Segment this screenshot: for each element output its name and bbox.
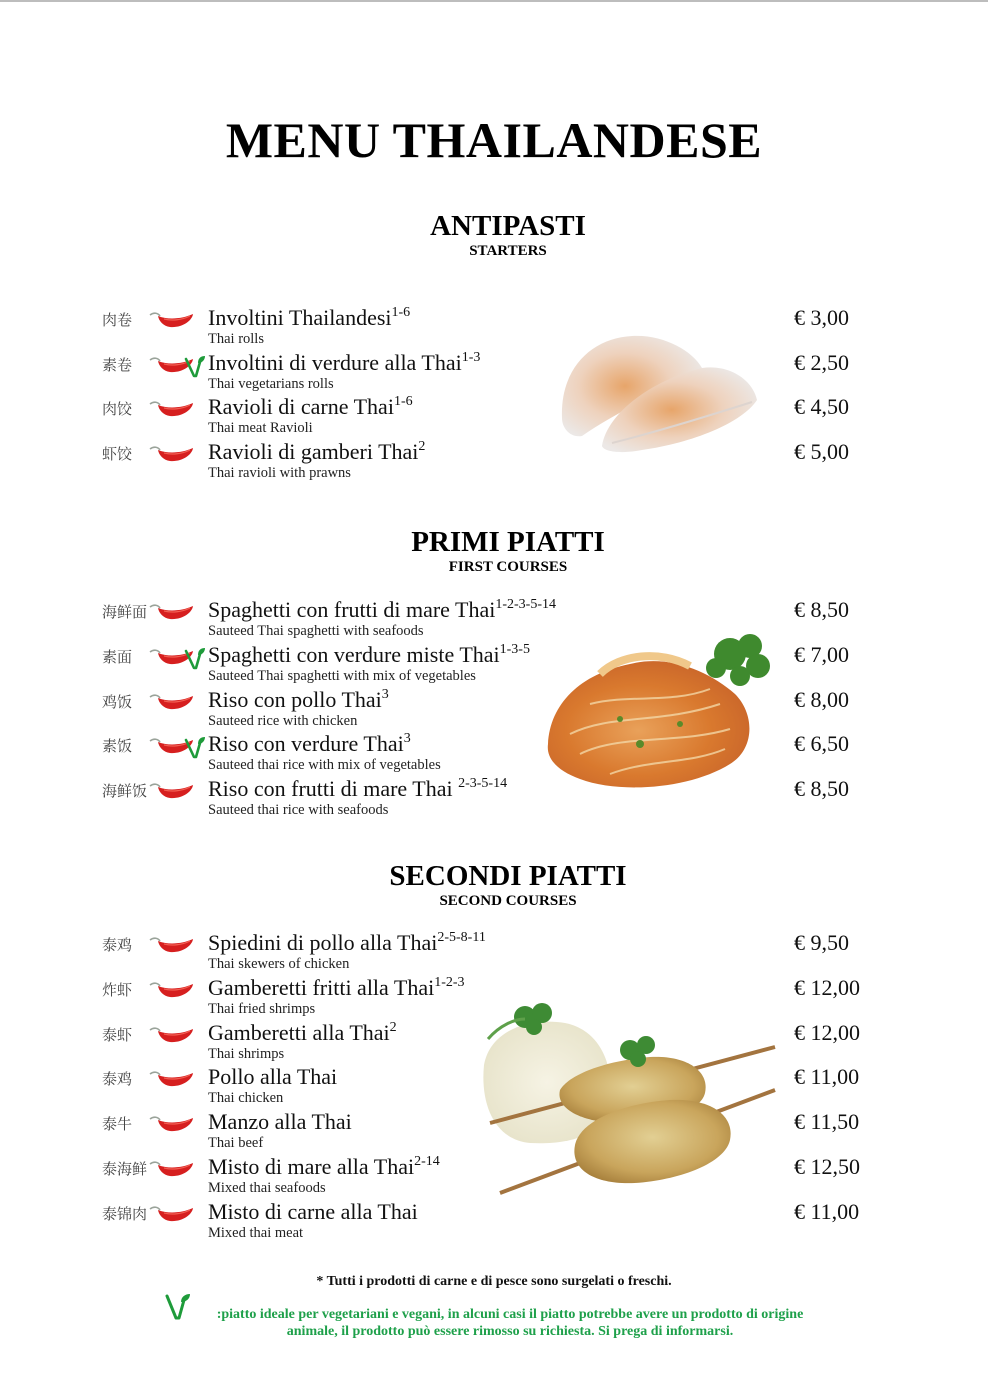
- chinese-name: 海鲜面: [102, 603, 148, 621]
- chinese-name: 泰虾: [102, 1026, 133, 1044]
- chili-pepper-icon: [148, 691, 196, 713]
- dish-description: Sauteed Thai spaghetti with mix of vegetables: [208, 668, 476, 684]
- dish-description: Sauteed thai rice with seafoods: [208, 802, 389, 818]
- dish-name-text: Pollo alla Thai: [208, 1064, 338, 1089]
- chili-pepper-icon: [148, 1068, 196, 1090]
- chinese-name: 肉饺: [102, 400, 133, 418]
- section-header-antipasti: [0, 210, 988, 260]
- allergen-codes: 1-3: [461, 350, 481, 365]
- frozen-fresh-note: * Tutti i prodotti di carne e di pesce sono surgelati o freschi.: [316, 1274, 672, 1289]
- dish-name: [208, 1064, 337, 1090]
- allergen-codes: 3: [403, 731, 411, 746]
- allergen-codes: 2-3-5-14: [458, 776, 508, 791]
- chinese-name: 虾饺: [102, 445, 133, 463]
- dish-name: [208, 731, 411, 757]
- dish-name: [208, 1154, 440, 1180]
- chili-pepper-icon: [148, 1113, 196, 1135]
- chili-pepper-icon: [148, 1203, 196, 1225]
- menu-title: MENU THAILANDESE: [225, 112, 763, 168]
- dish-price: € 8,50: [794, 597, 849, 622]
- dish-price: € 4,50: [794, 394, 849, 419]
- top-border: [0, 0, 988, 2]
- section-heading: ANTIPASTI: [430, 210, 586, 242]
- dish-name: [208, 1109, 352, 1135]
- vegetarian-leaf-icon: [184, 646, 206, 670]
- allergen-codes: 2: [389, 1020, 397, 1035]
- dish-name: [208, 1020, 397, 1046]
- dish-description: Sauteed thai rice with mix of vegetables: [208, 757, 441, 773]
- allergen-codes: 1-3-5: [499, 642, 530, 657]
- dish-name: [208, 305, 410, 331]
- dish-description: Thai fried shrimps: [208, 1001, 316, 1017]
- allergen-codes: 1-2-3-5-14: [495, 597, 557, 612]
- dish-name-text: Riso con frutti di mare Thai: [208, 776, 459, 801]
- dish-price: € 11,00: [794, 1064, 860, 1089]
- dish-description: Thai skewers of chicken: [208, 956, 350, 972]
- dish-name-text: Gamberetti fritti alla Thai: [208, 975, 435, 1000]
- dish-name-text: Riso con verdure Thai: [208, 731, 404, 756]
- dish-name-text: Gamberetti alla Thai: [208, 1020, 390, 1045]
- chili-pepper-icon: [148, 398, 196, 420]
- allergen-codes: 1-6: [391, 305, 411, 320]
- allergen-codes: 2-5-8-11: [437, 930, 486, 945]
- section-heading: SECONDI PIATTI: [389, 860, 627, 892]
- chili-pepper-icon: [148, 934, 196, 956]
- dish-description: Thai shrimps: [208, 1046, 285, 1062]
- dish-description: Thai vegetarians rolls: [208, 376, 334, 392]
- dish-description: Thai beef: [208, 1135, 264, 1151]
- chicken-skewers-rice-photo: [470, 995, 780, 1200]
- dish-description: Thai ravioli with prawns: [208, 465, 351, 481]
- menu-item: [100, 350, 880, 394]
- dish-description: Sauteed Thai spaghetti with seafoods: [208, 623, 424, 639]
- vegetarian-leaf-icon: [184, 354, 206, 378]
- chili-pepper-icon: [148, 979, 196, 1001]
- chili-pepper-icon: [148, 780, 196, 802]
- dish-price: € 8,50: [794, 776, 849, 801]
- allergen-codes: 2-14: [414, 1154, 440, 1169]
- chili-pepper-icon: [148, 601, 196, 623]
- dish-name-text: Spiedini di pollo alla Thai: [208, 930, 438, 955]
- chinese-name: 炸虾: [102, 981, 133, 999]
- dish-price: € 12,00: [794, 975, 860, 1000]
- dish-name-text: Ravioli di carne Thai: [208, 394, 394, 419]
- chinese-name: 鸡饭: [102, 693, 133, 711]
- dish-name: [208, 597, 556, 623]
- dish-name: [208, 394, 413, 420]
- dish-name: [208, 642, 530, 668]
- dish-price: € 7,00: [794, 642, 849, 667]
- dish-name-text: Spaghetti con verdure miste Thai: [208, 642, 500, 667]
- chinese-name: 素饭: [102, 737, 133, 755]
- allergen-codes: 2: [418, 439, 426, 454]
- menu-item: [100, 394, 880, 438]
- dish-price: € 11,50: [794, 1109, 860, 1134]
- chili-pepper-icon: [148, 443, 196, 465]
- dish-description: Thai meat Ravioli: [208, 420, 313, 436]
- chinese-name: 泰鸡: [102, 1070, 133, 1088]
- dish-price: € 2,50: [794, 350, 849, 375]
- dish-name-text: Involtini di verdure alla Thai: [208, 350, 462, 375]
- dish-price: € 9,50: [794, 930, 849, 955]
- chinese-name: 泰牛: [102, 1115, 133, 1133]
- dish-price: € 5,00: [794, 439, 849, 464]
- section-heading: PRIMI PIATTI: [411, 526, 605, 558]
- chili-pepper-icon: [148, 1158, 196, 1180]
- dish-name-text: Misto di mare alla Thai: [208, 1154, 415, 1179]
- dish-price: € 8,00: [794, 687, 849, 712]
- menu-item: [100, 930, 880, 974]
- pad-thai-noodles-photo: [540, 624, 780, 796]
- dish-name: [208, 930, 486, 956]
- dish-name: [208, 439, 425, 465]
- dish-name: [208, 350, 480, 376]
- chinese-name: 素面: [102, 648, 133, 666]
- chili-pepper-icon: [148, 1024, 196, 1046]
- chinese-name: 泰鸡: [102, 936, 133, 954]
- dish-name-text: Misto di carne alla Thai: [208, 1199, 418, 1224]
- section-subheading: FIRST COURSES: [448, 559, 568, 575]
- dish-name-text: Spaghetti con frutti di mare Thai: [208, 597, 496, 622]
- menu-item: [100, 439, 880, 483]
- vegetarian-legend-note: [190, 1306, 830, 1340]
- chinese-name: 素卷: [102, 356, 133, 374]
- vegetarian-leaf-icon: [164, 1292, 190, 1320]
- allergen-codes: 3: [381, 687, 389, 702]
- chinese-name: 海鲜饭: [102, 782, 148, 800]
- section-subheading: STARTERS: [469, 243, 547, 259]
- dish-name: [208, 776, 507, 802]
- dish-name-text: Riso con pollo Thai: [208, 687, 382, 712]
- section-subheading: SECOND COURSES: [439, 893, 577, 909]
- chinese-name: 泰锦肉: [102, 1205, 148, 1223]
- dish-price: € 3,00: [794, 305, 849, 330]
- menu-item: [100, 1199, 880, 1243]
- dish-description: Mixed thai seafoods: [208, 1180, 326, 1196]
- chinese-name: 泰海鲜: [102, 1160, 148, 1178]
- dumplings-photo: [552, 328, 762, 456]
- section-header-primi-piatti: [0, 526, 988, 576]
- dish-price: € 6,50: [794, 731, 849, 756]
- dish-price: € 11,00: [794, 1199, 860, 1224]
- chili-pepper-icon: [148, 309, 196, 331]
- allergen-codes: 1-2-3: [434, 975, 465, 990]
- dish-name: [208, 687, 389, 713]
- dish-description: Sauteed rice with chicken: [208, 713, 358, 729]
- dish-description: Thai chicken: [208, 1090, 284, 1106]
- dish-name-text: Manzo alla Thai: [208, 1109, 352, 1134]
- allergen-codes: 1-6: [393, 394, 413, 409]
- chinese-name: 肉卷: [102, 311, 133, 329]
- vegetarian-legend-line-1: :piatto ideale per vegetariani e vegani, in alcuni casi il piatto potrebbe avere un prodotto di origine: [216, 1307, 804, 1322]
- vegetarian-leaf-icon: [184, 735, 206, 759]
- dish-name: [208, 975, 465, 1001]
- dish-description: Thai rolls: [208, 331, 264, 347]
- section-header-secondi-piatti: [0, 860, 988, 910]
- dish-price: € 12,00: [794, 1020, 860, 1045]
- dish-name-text: Ravioli di gamberi Thai: [208, 439, 419, 464]
- vegetarian-legend-line-2: animale, il prodotto può essere rimosso su richiesta. Si prega di informarsi.: [286, 1324, 734, 1339]
- dish-name: [208, 1199, 418, 1225]
- dish-price: € 12,50: [794, 1154, 860, 1179]
- dish-description: Mixed thai meat: [208, 1225, 304, 1241]
- menu-item: [100, 305, 880, 349]
- dish-name-text: Involtini Thailandesi: [208, 305, 392, 330]
